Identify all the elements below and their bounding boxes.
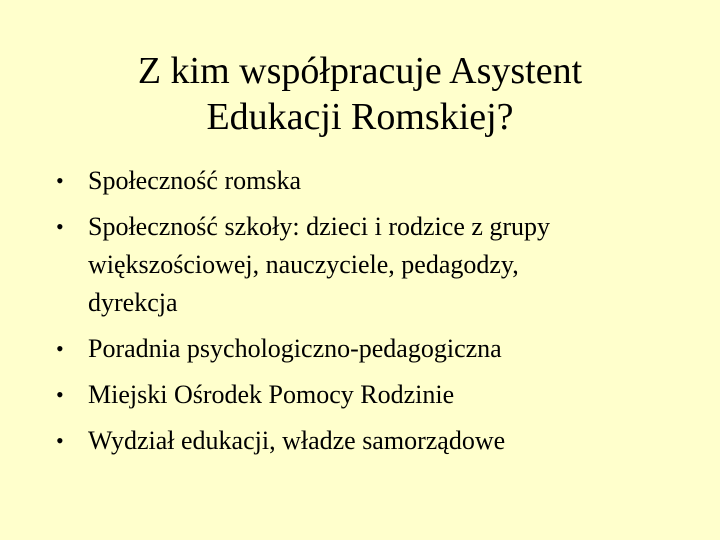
bullet-text	[88, 208, 696, 322]
bullet-item	[56, 208, 696, 322]
slide-title-line-2: Edukacji Romskiej?	[206, 96, 514, 138]
bullet-item	[56, 422, 696, 460]
slide-title	[40, 48, 680, 140]
bullet-text: Miejski Ośrodek Pomocy Rodzinie	[88, 380, 455, 409]
bullet-text: Poradnia psychologiczno-pedagogiczna	[88, 334, 502, 363]
bullet-text-line: dyrekcja	[88, 288, 178, 317]
bullet-list	[56, 162, 696, 468]
bullet-icon: •	[56, 168, 64, 193]
bullet-text: Społeczność romska	[88, 166, 302, 195]
bullet-item	[56, 162, 696, 200]
bullet-icon: •	[56, 382, 64, 407]
bullet-icon: •	[56, 428, 64, 453]
slide-title-line-1: Z kim współpracuje Asystent	[137, 50, 583, 92]
bullet-item	[56, 376, 696, 414]
bullet-text-line: większościowej, nauczyciele, pedagodzy,	[88, 250, 519, 279]
bullet-text: Wydział edukacji, władze samorządowe	[88, 426, 506, 455]
bullet-item	[56, 330, 696, 368]
bullet-icon: •	[56, 214, 64, 239]
bullet-icon: •	[56, 336, 64, 361]
bullet-text-line: Społeczność szkoły: dzieci i rodzice z grupy	[88, 212, 551, 241]
